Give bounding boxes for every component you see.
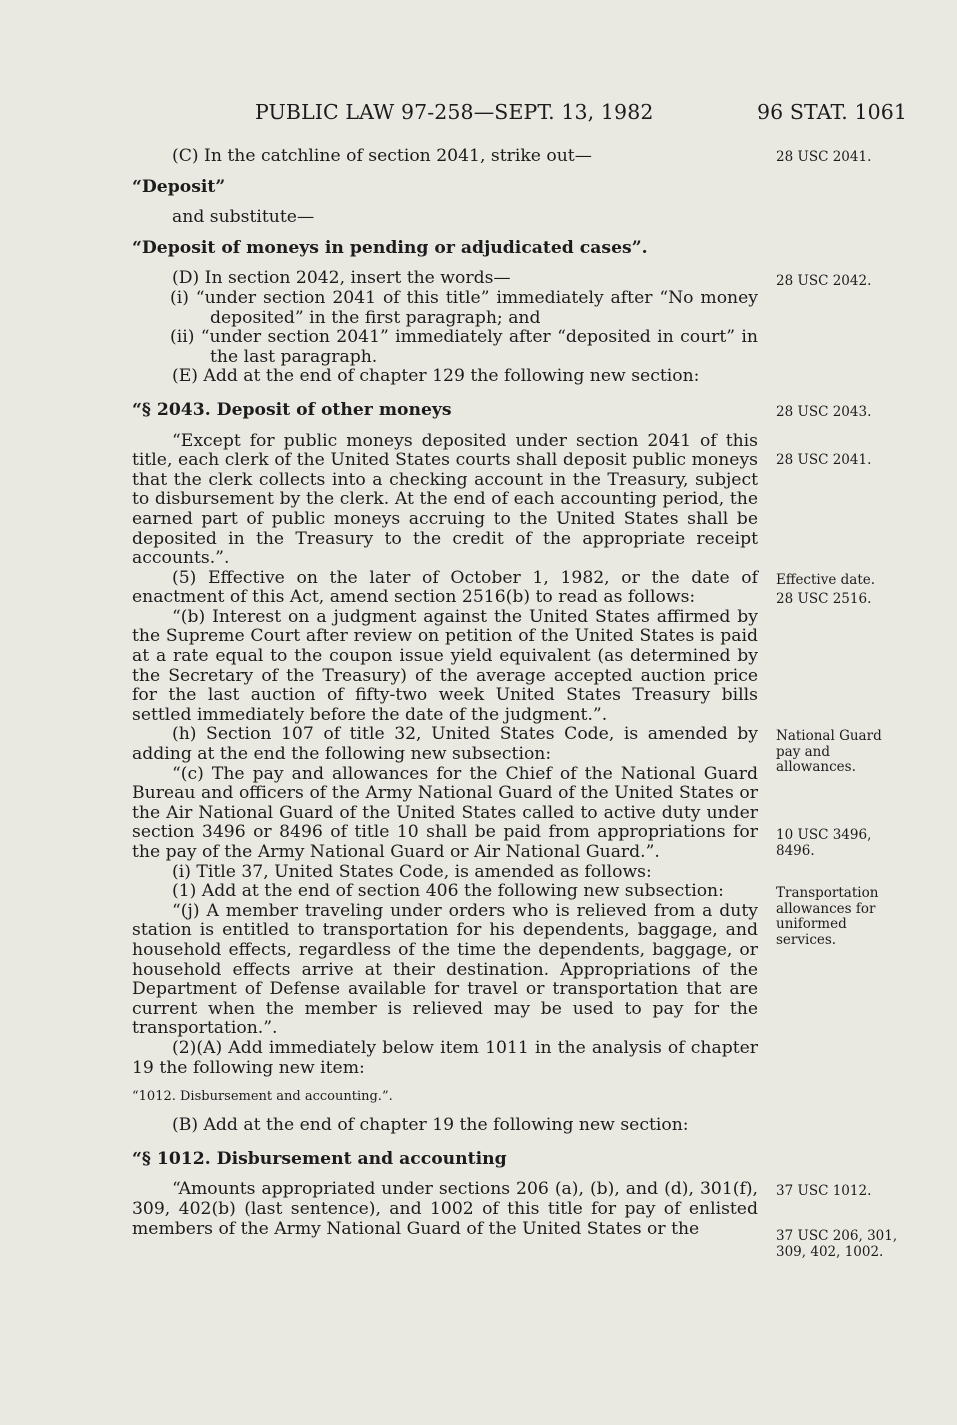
section-1012-text: “Amounts appropriated under sections 206 (a), (b), and (d), 301(f), 309, 402(b) (last sentence), and 1002 of this title for pay of enlisted members of the Army National Guard of the United States or the — [132, 1179, 758, 1239]
section-2043-text: “Except for public moneys deposited under section 2041 of this title, each clerk of the United States courts shall deposit public moneys that the clerk collects into a checking account in the Treasury, subject to disbursement by the clerk. At the end of each accounting period, the earned part of public moneys accruing to the United States shall be deposited in the Treasury to the credit of the appropriate receipt accounts.”. — [132, 430, 758, 569]
margin-note-37-usc-1012: 37 USC 1012. — [776, 1183, 872, 1199]
item-1012: “1012. Disbursement and accounting.”. — [132, 1089, 393, 1105]
margin-note-28-usc-2043: 28 USC 2043. — [776, 404, 872, 420]
margin-note-effective-date: Effective date. — [776, 572, 876, 588]
paragraph-i-1: (1) Add at the end of section 406 the following new subsection: — [172, 881, 724, 902]
paragraph-d-ii: (ii) “under section 2041” immediately after “deposited in court” in the last paragraph. — [170, 327, 758, 367]
quoted-deposit-of-moneys: “Deposit of moneys in pending or adjudicated cases”. — [132, 237, 648, 258]
paragraph-i-j: “(j) A member traveling under orders who is relieved from a duty station is entitled to transportation for his dependents, baggage, and household effects, regardless of the time the dependents, baggage, or household effects arrive at their destination. Appropriations of the Department of Defense available for travel or transportation that are current when the member is relieved may be used to pay for the transportation.”. — [132, 900, 758, 1039]
paragraph-e-intro: (E) Add at the end of chapter 129 the following new section: — [172, 366, 700, 387]
section-2043-heading: “§ 2043. Deposit of other moneys — [132, 399, 452, 420]
main-text-column — [132, 147, 758, 1239]
margin-note-transportation: Transportation allowances for uniformed services. — [776, 885, 879, 948]
paragraph-h-intro: (h) Section 107 of title 32, United States Code, is amended by adding at the end the following new subsection: — [132, 724, 758, 765]
paragraph-i-intro: (i) Title 37, United States Code, is amended as follows: — [172, 861, 652, 882]
margin-note-28-usc-2041-second: 28 USC 2041. — [776, 452, 872, 468]
margin-note-28-usc-2042: 28 USC 2042. — [776, 273, 872, 289]
paragraph-d-intro: (D) In section 2042, insert the words— — [172, 268, 511, 289]
margin-note-37-usc-206: 37 USC 206, 301, 309, 402, 1002. — [776, 1228, 898, 1260]
margin-note-28-usc-2041: 28 USC 2041. — [776, 149, 872, 165]
section-1012-heading: “§ 1012. Disbursement and accounting — [132, 1148, 507, 1169]
and-substitute: and substitute— — [172, 207, 315, 228]
paragraph-h-c: “(c) The pay and allowances for the Chief of the National Guard Bureau and officers of the Army National Guard of the United States or the Air National Guard of the United States called to active duty under section 3496 or 8496 of title 10 shall be paid from appropriations for the pay of the Army National Guard or Air National Guard.”. — [132, 763, 758, 862]
paragraph-i-2a: (2)(A) Add immediately below item 1011 in the analysis of chapter 19 the following new item: — [132, 1037, 758, 1078]
paragraph-i-2b: (B) Add at the end of chapter 19 the following new section: — [172, 1115, 689, 1136]
running-header-page-number: 96 STAT. 1061 — [757, 100, 908, 124]
paragraph-5-b: “(b) Interest on a judgment against the United States affirmed by the Supreme Court after review on petition of the United States is paid at a rate equal to the coupon issue yield equivalent (as determined by the Secretary of the Treasury) of the average accepted auction price for the last auction of fifty-two week United States Treasury bills settled immediately before the date of the judgment.”. — [132, 606, 758, 725]
paragraph-d-i: (i) “under section 2041 of this title” immediately after “No money deposited” in the first paragraph; and — [170, 287, 758, 328]
margin-note-national-guard: National Guard pay and allowances. — [776, 728, 882, 775]
paragraph-c-catchline: (C) In the catchline of section 2041, strike out— — [172, 146, 592, 166]
margin-note-10-usc-3496: 10 USC 3496, 8496. — [776, 827, 872, 859]
quoted-deposit: “Deposit” — [132, 176, 226, 197]
margin-note-28-usc-2516: 28 USC 2516. — [776, 591, 872, 607]
paragraph-5: (5) Effective on the later of October 1, 1982, or the date of enactment of this Act, amend section 2516(b) to read as follows: — [132, 567, 758, 608]
running-header-title: PUBLIC LAW 97-258—SEPT. 13, 1982 — [255, 100, 654, 124]
